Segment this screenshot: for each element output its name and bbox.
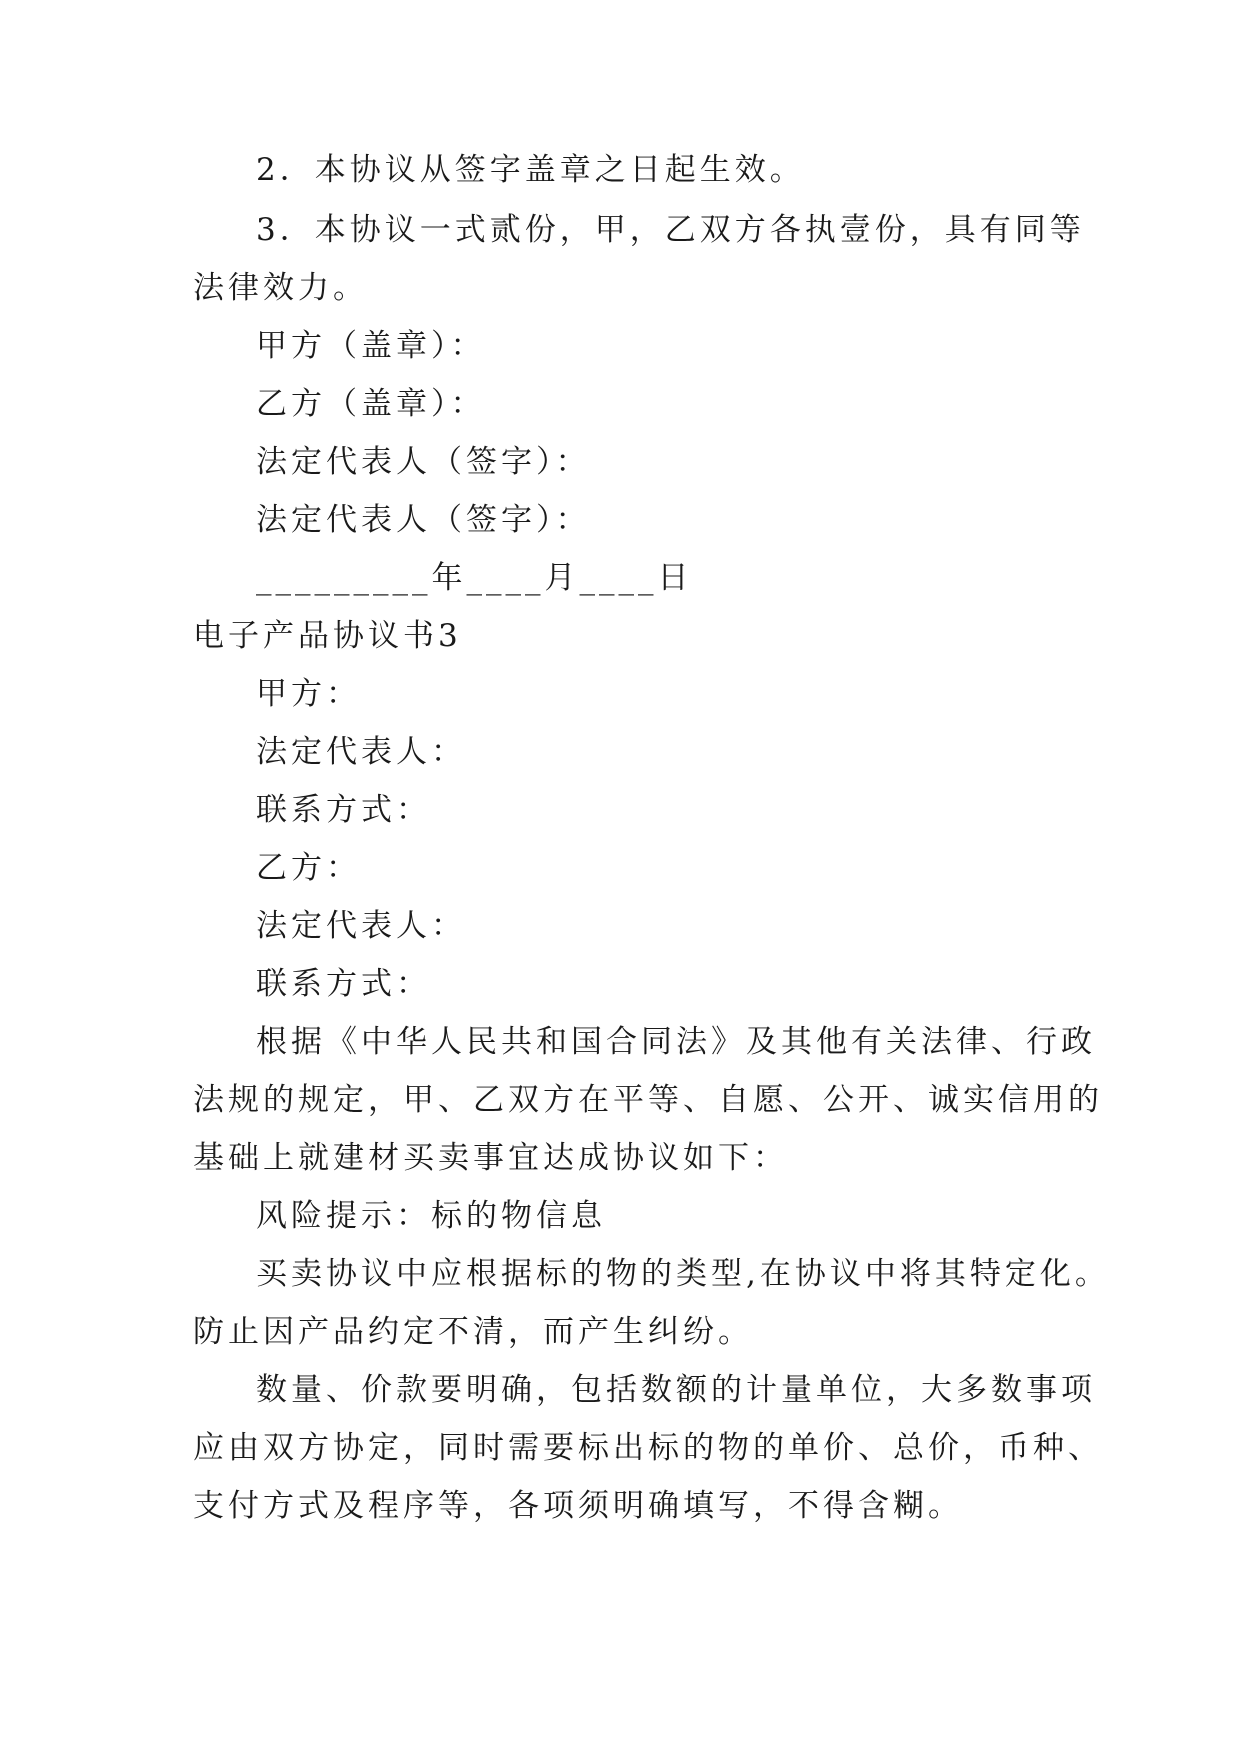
party-b-seal-label: 乙方（盖章）：: [256, 386, 486, 422]
party-b-legal-rep-label: 法定代表人：: [256, 908, 466, 944]
party-b-label: 乙方：: [256, 850, 361, 886]
quantity-price-line-1: 数量、价款要明确，包括数额的计量单位，大多数事项: [256, 1372, 1096, 1408]
party-a-contact-label: 联系方式：: [256, 792, 431, 828]
risk-note-heading: 风险提示：标的物信息: [256, 1198, 606, 1234]
preamble-line-2: 法规的规定，甲、乙双方在平等、自愿、公开、诚实信用的: [193, 1082, 1103, 1118]
quantity-price-line-2: 应由双方协定，同时需要标出标的物的单价、总价，币种、: [193, 1430, 1103, 1466]
clause-3-continuation: 法律效力。: [193, 270, 368, 306]
party-b-contact-label: 联系方式：: [256, 966, 431, 1002]
party-a-label: 甲方：: [256, 676, 361, 712]
section-heading: 电子产品协议书3: [193, 618, 462, 654]
preamble-line-1: 根据《中华人民共和国合同法》及其他有关法律、行政: [256, 1024, 1096, 1060]
party-a-legal-rep-label: 法定代表人：: [256, 734, 466, 770]
clause-3-text: 3．本协议一式贰份，甲，乙双方各执壹份，具有同等: [256, 212, 1085, 248]
preamble-line-3: 基础上就建材买卖事宜达成协议如下：: [193, 1140, 788, 1176]
quantity-price-line-3: 支付方式及程序等，各项须明确填写，不得含糊。: [193, 1488, 963, 1524]
party-a-seal-label: 甲方（盖章）：: [256, 328, 486, 364]
legal-rep-signature-label-b: 法定代表人（签字）：: [256, 502, 591, 538]
clause-2-text: 2．本协议从签字盖章之日起生效。: [256, 152, 805, 188]
risk-note-line-2: 防止因产品约定不清，而产生纠纷。: [193, 1314, 753, 1350]
risk-note-line-1: 买卖协议中应根据标的物的类型,在协议中将其特定化。: [256, 1256, 1110, 1292]
date-line: _________年____月____日: [256, 560, 693, 596]
legal-rep-signature-label-a: 法定代表人（签字）：: [256, 444, 591, 480]
